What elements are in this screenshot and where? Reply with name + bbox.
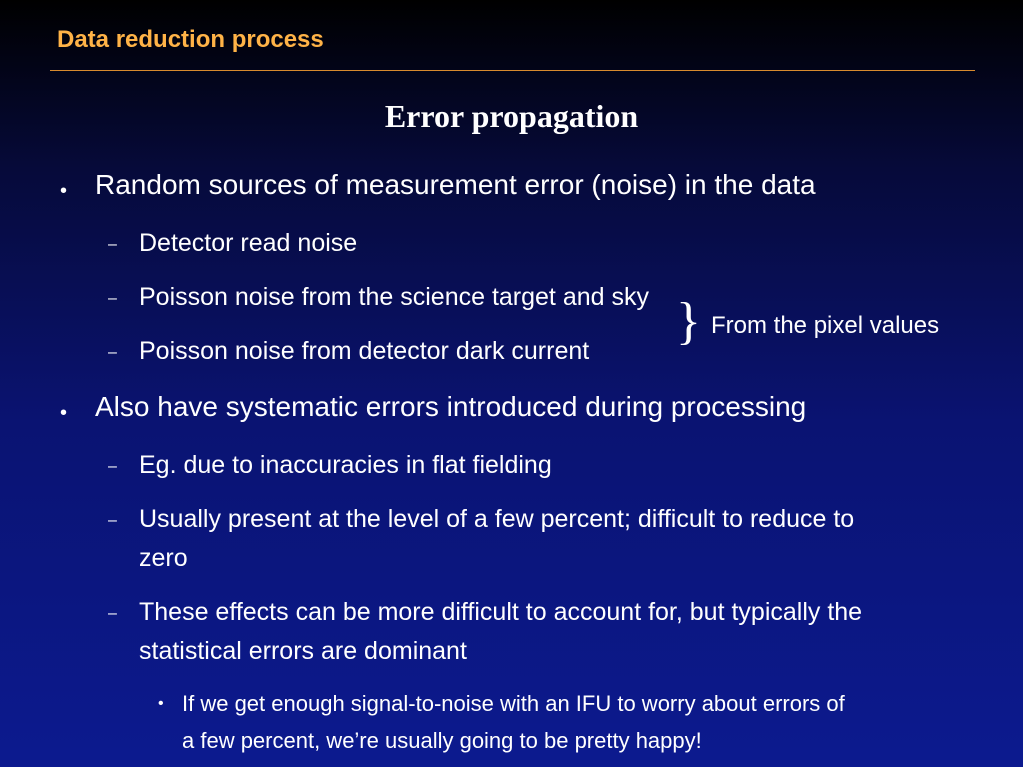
dash-marker: – [108,458,117,475]
sub-sub-bullet-text-continued: a few percent, we’re usually going to be pretty happy! [182,728,702,753]
bullet-marker: • [60,180,68,202]
bullet-text: Also have systematic errors introduced during processing [95,391,807,422]
slide-title: Error propagation [384,98,639,134]
sub-bullet-text-continued: statistical errors are dominant [139,637,467,665]
sub-sub-bullet-marker: • [158,695,164,712]
sub-bullet-text: Detector read noise [139,229,358,257]
sub-bullet-text: Eg. due to inaccuracies in flat fielding [139,451,552,479]
sub-bullet-text: Usually present at the level of a few percent; difficult to reduce to [139,505,855,533]
brace-label: From the pixel values [711,312,940,339]
header-title: Data reduction process [57,26,324,53]
sub-bullet-text: Poisson noise from the science target and sky [139,283,649,311]
sub-bullet-text-continued: zero [139,544,188,572]
dash-marker: – [108,344,117,361]
dash-marker: – [108,290,117,307]
sub-sub-bullet-text: If we get enough signal-to-noise with an IFU to worry about errors of [182,691,845,716]
dash-marker: – [108,236,117,253]
dash-marker: – [108,512,117,529]
bullet-marker: • [60,402,68,424]
sub-bullet-text: These effects can be more difficult to account for, but typically the [139,598,863,626]
header-divider [50,70,975,71]
brace-symbol: } [676,293,701,350]
sub-bullet-text: Poisson noise from detector dark current [139,337,590,365]
dash-marker: – [108,605,117,622]
bullet-text: Random sources of measurement error (noise) in the data [95,169,816,200]
